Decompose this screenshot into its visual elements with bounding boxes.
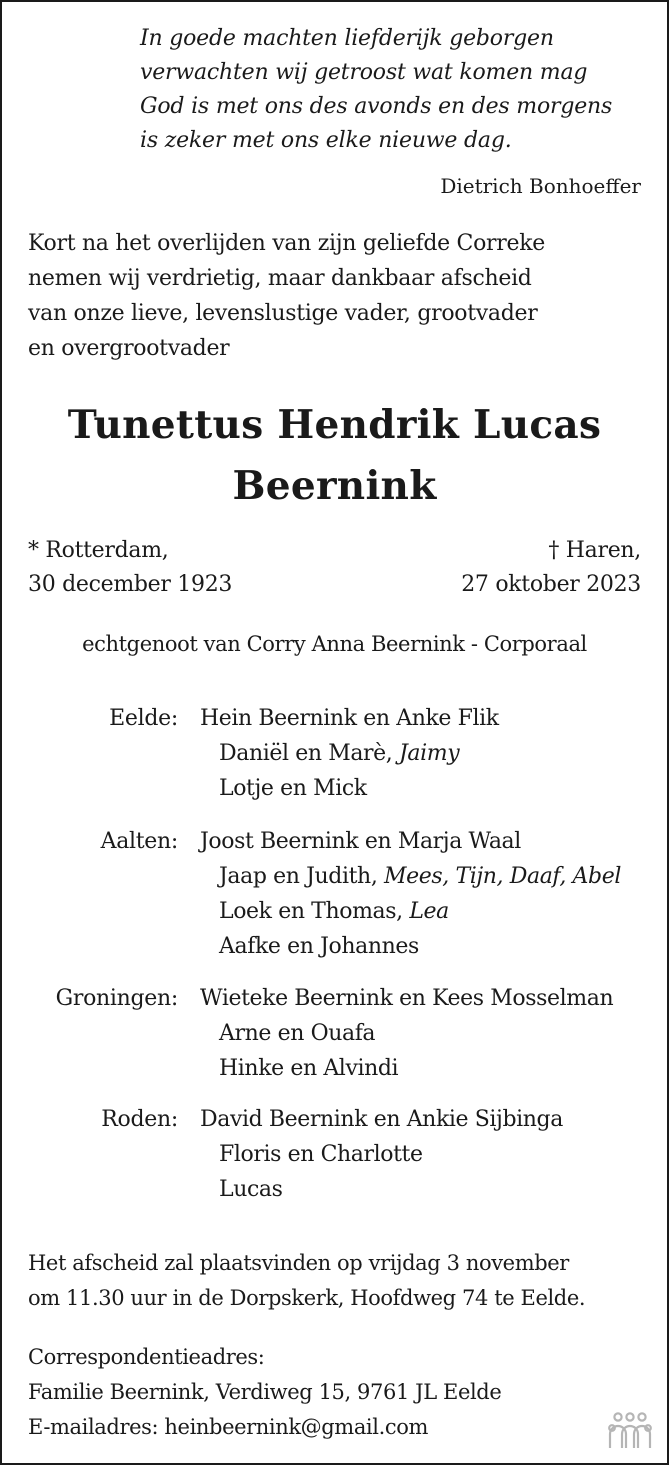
birth-place: * Rotterdam, <box>28 538 169 563</box>
member-parents: Floris en Charlotte <box>219 1142 423 1167</box>
family-place: Aalten: <box>100 829 178 854</box>
member-parents: Jaap en Judith, <box>219 864 378 889</box>
poem-author: Dietrich Bonhoeffer <box>440 174 641 198</box>
member-parents: Lucas <box>219 1177 283 1202</box>
family-people-icon <box>605 1411 655 1451</box>
member-parents: Daniël en Marè, <box>219 741 393 766</box>
family-head: Wieteke Beernink en Kees Mosselman <box>200 986 614 1011</box>
funeral-line: om 11.30 uur in de Dorpskerk, Hoofdweg 74 te Eelde. <box>28 1286 586 1310</box>
poem-line: In goede machten liefderijk geborgen <box>140 26 554 51</box>
family-member <box>219 1056 398 1081</box>
poem-line: God is met ons des avonds en des morgens <box>140 94 613 119</box>
correspondence-email: E-mailadres: heinbeernink@gmail.com <box>28 1415 428 1439</box>
family-place: Roden: <box>101 1107 178 1132</box>
family-member <box>219 1021 375 1046</box>
family-member <box>219 1177 283 1202</box>
family-member <box>219 934 419 959</box>
poem-line: verwachten wij getroost wat komen mag <box>140 60 588 85</box>
intro-line: nemen wij verdrietig, maar dankbaar afscheid <box>28 266 532 291</box>
family-head: Joost Beernink en Marja Waal <box>200 829 521 854</box>
intro-line: en overgrootvader <box>28 336 230 361</box>
deceased-surname: Beernink <box>232 463 437 509</box>
family-member <box>219 1142 423 1167</box>
member-children: Lea <box>409 899 449 924</box>
family-head: Hein Beernink en Anke Flik <box>200 706 499 731</box>
member-parents: Arne en Ouafa <box>219 1021 376 1046</box>
family-place: Groningen: <box>55 986 178 1011</box>
spouse-line: echtgenoot van Corry Anna Beernink - Corporaal <box>82 632 587 656</box>
correspondence-address: Familie Beernink, Verdiweg 15, 9761 JL Eelde <box>28 1380 502 1404</box>
family-member <box>219 864 621 889</box>
family-member <box>219 899 449 924</box>
family-member <box>219 776 367 801</box>
birth-date: 30 december 1923 <box>28 572 233 597</box>
member-children: Mees, Tijn, Daaf, Abel <box>384 864 621 889</box>
member-parents: Lotje en Mick <box>219 776 367 801</box>
poem-line: is zeker met ons elke nieuwe dag. <box>140 128 512 153</box>
correspondence-label: Correspondentieadres: <box>28 1345 265 1369</box>
member-parents: Hinke en Alvindi <box>219 1056 399 1081</box>
death-date: 27 oktober 2023 <box>461 572 641 597</box>
family-member <box>219 741 459 766</box>
member-children: Jaimy <box>398 741 460 766</box>
member-parents: Loek en Thomas, <box>219 899 403 924</box>
funeral-line: Het afscheid zal plaatsvinden op vrijdag 3 november <box>28 1251 569 1275</box>
family-place: Eelde: <box>109 706 178 731</box>
family-head: David Beernink en Ankie Sijbinga <box>200 1107 563 1132</box>
member-parents: Aafke en Johannes <box>219 934 419 959</box>
deceased-name: Tunettus Hendrik Lucas <box>67 402 602 448</box>
death-place: † Haren, <box>548 538 641 563</box>
intro-line: van onze lieve, levenslustige vader, grootvader <box>28 301 538 326</box>
intro-line: Kort na het overlijden van zijn geliefde Correke <box>28 231 545 256</box>
